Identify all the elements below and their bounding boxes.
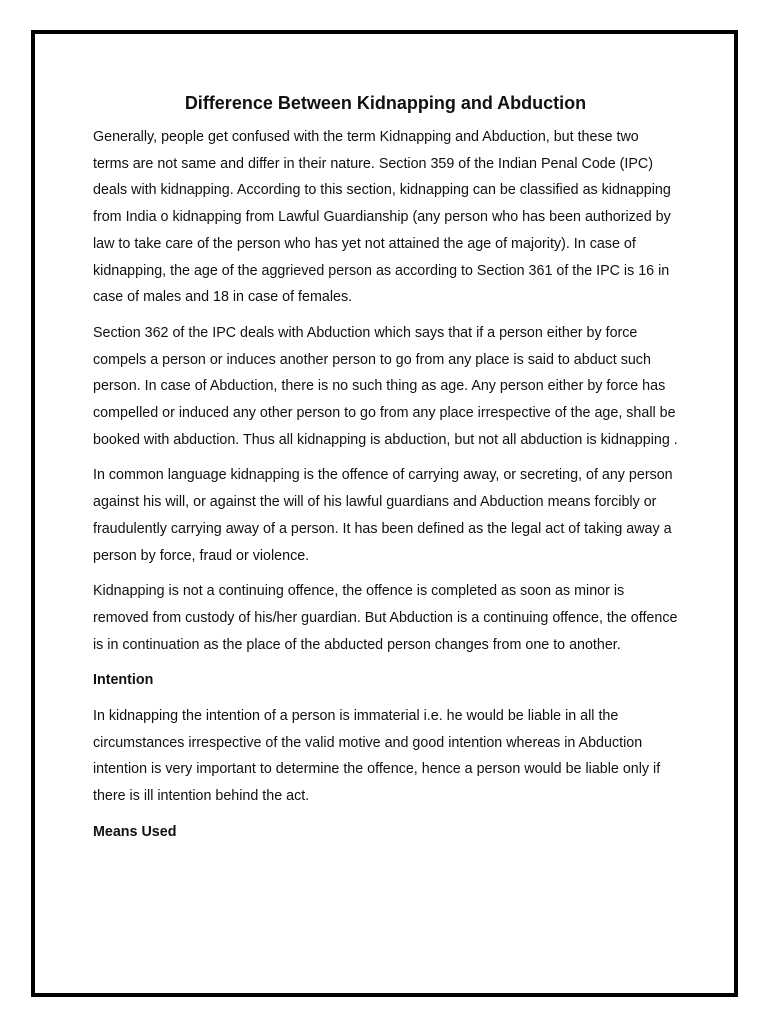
paragraph-continuing-offence: Kidnapping is not a continuing offence, the offence is completed as soon as minor is removed from custody of his/her guardian. But Abduction is a continuing offence, the offence is in continuation as the place of the abducted person changes from one to another.: [93, 583, 678, 653]
paragraph-intro: Generally, people get confused with the term Kidnapping and Abduction, but these two terms are not same and differ in their nature. Section 359 of the Indian Penal Code (IPC) deals with kidnapping. According to this section, kidnapping can be classified as kidnapping from India o kidnapping from Lawful Guardianship (any person who has been authorized by law to take care of the person who has yet not attained the age of majority). In case of kidnapping, the age of the aggrieved person as according to Section 361 of the IPC is 16 in case of males and 18 in case of females.: [93, 129, 671, 306]
document-title: Difference Between Kidnapping and Abduction: [184, 93, 587, 113]
section-heading-intention: Intention: [93, 672, 154, 689]
paragraph-intention: In kidnapping the intention of a person is immaterial i.e. he would be liable in all the circumstances irrespective of the valid motive and good intention whereas in Abduction intention is very important to determine the offence, hence a person would be liable only if there is ill intention behind the act.: [93, 708, 661, 805]
section-heading-means-used: Means Used: [93, 823, 177, 840]
paragraph-common-language: In common language kidnapping is the offence of carrying away, or secreting, of any person against his will, or against the will of his lawful guardians and Abduction means forcibly or fraudulently carrying away of a person. It has been defined as the legal act of taking away a person by force, fraud or violence.: [93, 467, 673, 564]
document-body: [93, 88, 678, 855]
paragraph-abduction-section: Section 362 of the IPC deals with Abduction which says that if a person either by force compels a person or induces another person to go from any place is said to abduct such person. In case of Abduction, there is no such thing as age. Any person either by force has compelled or induced any other person to go from any place irrespective of the age, shall be booked with abduction. Thus all kidnapping is abduction, but not all abduction is kidnapping .: [93, 324, 678, 448]
page-frame: [31, 30, 738, 997]
